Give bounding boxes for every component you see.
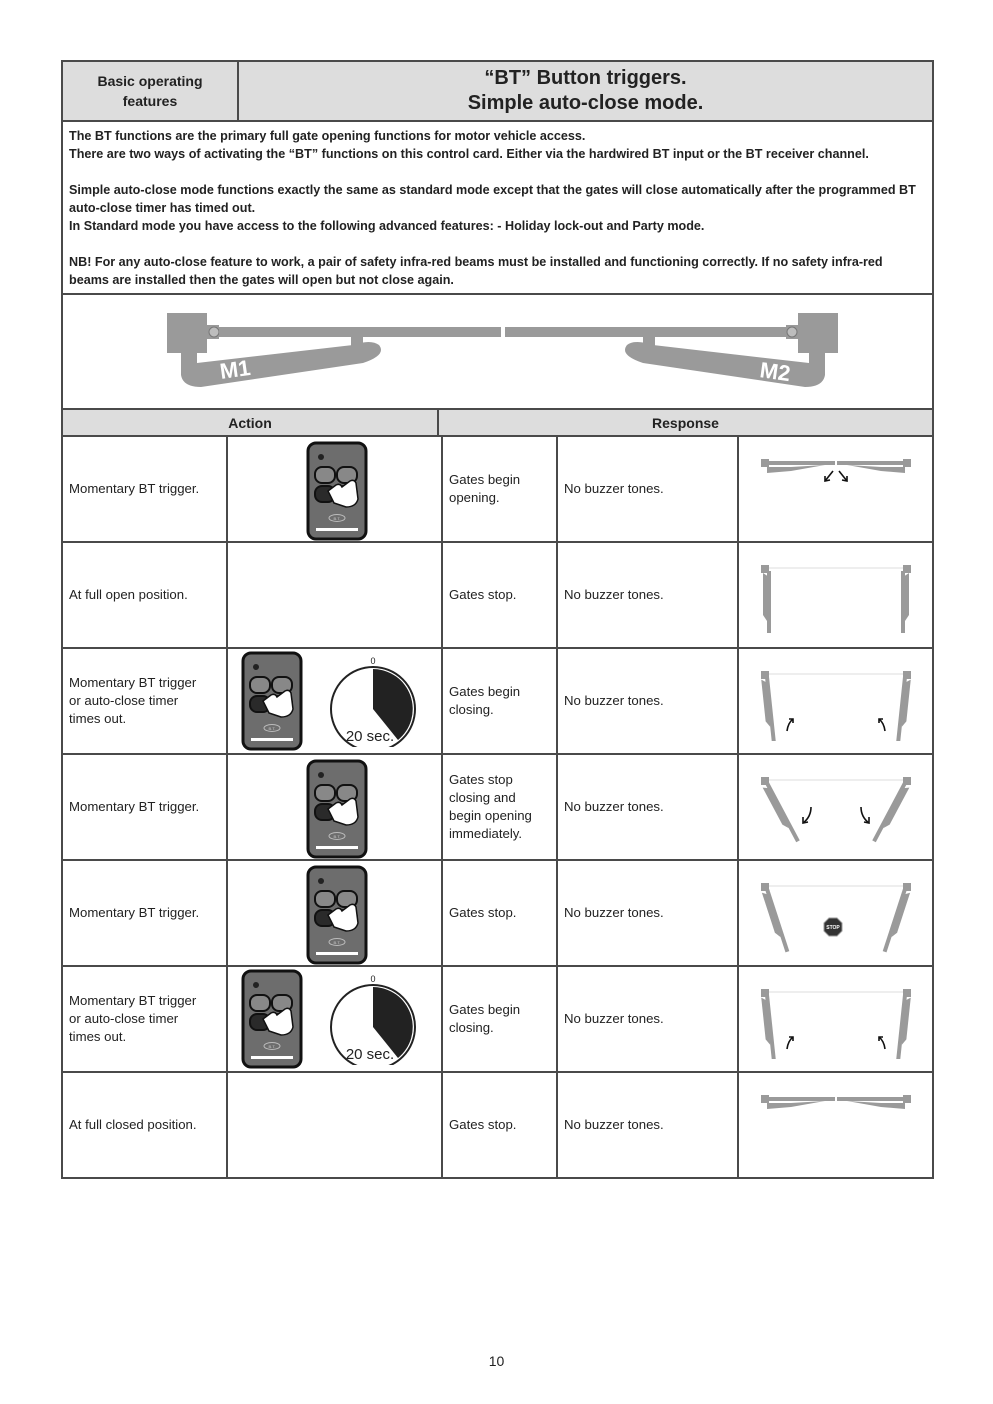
svg-text:B.T.: B.T.: [333, 516, 341, 521]
remote-control-icon: [241, 969, 303, 1069]
action-cell: [63, 1073, 228, 1177]
action-text: At full open position.: [69, 587, 188, 602]
left-post: [167, 313, 207, 353]
gate-state-cell: [739, 543, 932, 647]
action-illustration-cell: [228, 543, 443, 647]
response-cell: [443, 649, 558, 753]
page-title: [239, 62, 932, 120]
section-label: [63, 62, 239, 120]
buzzer-cell: [558, 437, 739, 541]
action-text: Momentary BT trigger or auto-close timer times out.: [69, 993, 197, 1044]
svg-text:B.T.: B.T.: [268, 1044, 276, 1049]
table-row-5: [63, 861, 932, 967]
timer-wrapper: [328, 973, 418, 1070]
remote-wrapper: [306, 759, 368, 864]
table-row-4: [63, 755, 932, 861]
remote-wrapper: [306, 441, 368, 546]
table-header: [63, 410, 932, 437]
action-text: Momentary BT trigger or auto-close timer times out.: [69, 675, 197, 726]
intro-paragraph-5: NB! For any auto-close feature to work, a pair of safety infra-red beams must be installed and functioning correctly. If no safety infra-red beams are installed then the gates will open but not close again.: [69, 255, 883, 287]
action-cell: [63, 967, 228, 1071]
gate-state-cell: [739, 967, 932, 1071]
response-cell: [443, 437, 558, 541]
timer-dial-icon: [328, 973, 418, 1065]
intro-paragraph-2: There are two ways of activating the “BT” functions on this control card. Either via the hardwired BT input or the BT receiver channel.: [69, 147, 869, 161]
gate-state-cell: [739, 755, 932, 859]
gate-state-cell: [739, 861, 932, 965]
remote-control-icon: [306, 865, 368, 965]
gate-state-icon: [761, 661, 911, 741]
action-cell: [63, 543, 228, 647]
buzzer-cell: [558, 649, 739, 753]
response-cell: [443, 967, 558, 1071]
buzzer-cell: [558, 1073, 739, 1177]
action-cell: [63, 861, 228, 965]
gate-state-icon: [761, 555, 911, 635]
buzzer-text: No buzzer tones.: [564, 905, 664, 920]
left-gate-leaf: [219, 327, 501, 337]
buzzer-cell: [558, 861, 739, 965]
svg-text:20 sec.: 20 sec.: [345, 1046, 395, 1063]
remote-control-icon: [306, 759, 368, 859]
action-illustration-cell: [228, 755, 443, 859]
action-cell: [63, 437, 228, 541]
gate-state-icon: [761, 767, 911, 847]
remote-wrapper: [241, 969, 303, 1074]
action-illustration-cell: [228, 649, 443, 753]
response-cell: [443, 543, 558, 647]
table-row-2: [63, 543, 932, 649]
svg-text:20 sec.: 20 sec.: [345, 728, 395, 745]
buzzer-text: No buzzer tones.: [564, 1117, 664, 1132]
response-text: Gates stop.: [449, 905, 517, 920]
svg-text:0: 0: [370, 656, 376, 666]
action-illustration-cell: [228, 967, 443, 1071]
timer-wrapper: [328, 655, 418, 752]
response-column-header: Response: [652, 414, 719, 431]
response-text: Gates begin closing.: [449, 1002, 521, 1035]
gate-state-cell: [739, 1073, 932, 1177]
svg-text:B.T.: B.T.: [268, 726, 276, 731]
title-line1: “BT” Button triggers.: [484, 67, 687, 89]
action-text: Momentary BT trigger.: [69, 481, 200, 496]
response-text: Gates stop.: [449, 1117, 517, 1132]
remote-control-icon: [306, 441, 368, 541]
action-text: Momentary BT trigger.: [69, 905, 200, 920]
gate-state-icon: [761, 449, 911, 529]
intro-paragraph-4: In Standard mode you have access to the following advanced features: - Holiday lock-out and Party mode.: [69, 219, 705, 233]
motor-label-m1: M1: [218, 354, 252, 384]
response-text: Gates begin closing.: [449, 684, 521, 717]
response-text: Gates stop closing and begin opening immediately.: [449, 772, 532, 841]
instruction-sheet: [61, 60, 934, 1179]
gate-state-cell: [739, 649, 932, 753]
remote-wrapper: [306, 865, 368, 970]
gate-state-icon: [761, 873, 911, 953]
header-bar: [63, 62, 932, 122]
table-row-3: [63, 649, 932, 755]
action-illustration-cell: [228, 1073, 443, 1177]
remote-control-icon: [241, 651, 303, 751]
response-text: Gates begin opening.: [449, 472, 521, 505]
gate-state-icon: [761, 979, 911, 1059]
svg-text:0: 0: [370, 974, 376, 984]
section-label-line2: features: [122, 93, 178, 109]
buzzer-cell: [558, 755, 739, 859]
response-cell: [443, 755, 558, 859]
svg-text:B.T.: B.T.: [333, 940, 341, 945]
remote-wrapper: [241, 651, 303, 756]
title-line2: Simple auto-close mode.: [467, 92, 704, 114]
action-illustration-cell: [228, 861, 443, 965]
table-row-6: [63, 967, 932, 1073]
buzzer-text: No buzzer tones.: [564, 799, 664, 814]
buzzer-text: No buzzer tones.: [564, 481, 664, 496]
response-cell: [443, 1073, 558, 1177]
action-cell: [63, 755, 228, 859]
action-text: Momentary BT trigger.: [69, 799, 200, 814]
intro-paragraph-3: Simple auto-close mode functions exactly the same as standard mode except that the gates will close automatically after the programmed BT auto-close timer has timed out.: [69, 183, 916, 215]
intro-paragraph-1: The BT functions are the primary full gate opening functions for motor vehicle access.: [69, 129, 586, 143]
gate-state-cell: [739, 437, 932, 541]
buzzer-text: No buzzer tones.: [564, 587, 664, 602]
buzzer-text: No buzzer tones.: [564, 693, 664, 708]
intro-text: [63, 122, 932, 295]
response-cell: [443, 861, 558, 965]
right-post: [798, 313, 838, 353]
timer-dial-icon: [328, 655, 418, 747]
svg-text:B.T.: B.T.: [333, 834, 341, 839]
page-number: 10: [488, 1353, 505, 1369]
gate-overview-illustration: [63, 295, 932, 408]
action-column-header: Action: [63, 410, 439, 435]
steps-table: [63, 437, 932, 1177]
table-row-7: [63, 1073, 932, 1177]
right-gate-leaf: [505, 327, 790, 337]
table-row-1: [63, 437, 932, 543]
buzzer-cell: [558, 543, 739, 647]
response-text: Gates stop.: [449, 587, 517, 602]
motor-label-m2: M2: [758, 357, 793, 387]
action-text: At full closed position.: [69, 1117, 197, 1132]
buzzer-cell: [558, 967, 739, 1071]
buzzer-text: No buzzer tones.: [564, 1011, 664, 1026]
action-illustration-cell: [228, 437, 443, 541]
section-label-line1: Basic operating: [97, 73, 203, 89]
stop-sign-text: STOP: [825, 925, 840, 931]
action-cell: [63, 649, 228, 753]
gate-overview-diagram: [63, 295, 932, 410]
gate-state-icon: [761, 1085, 911, 1165]
